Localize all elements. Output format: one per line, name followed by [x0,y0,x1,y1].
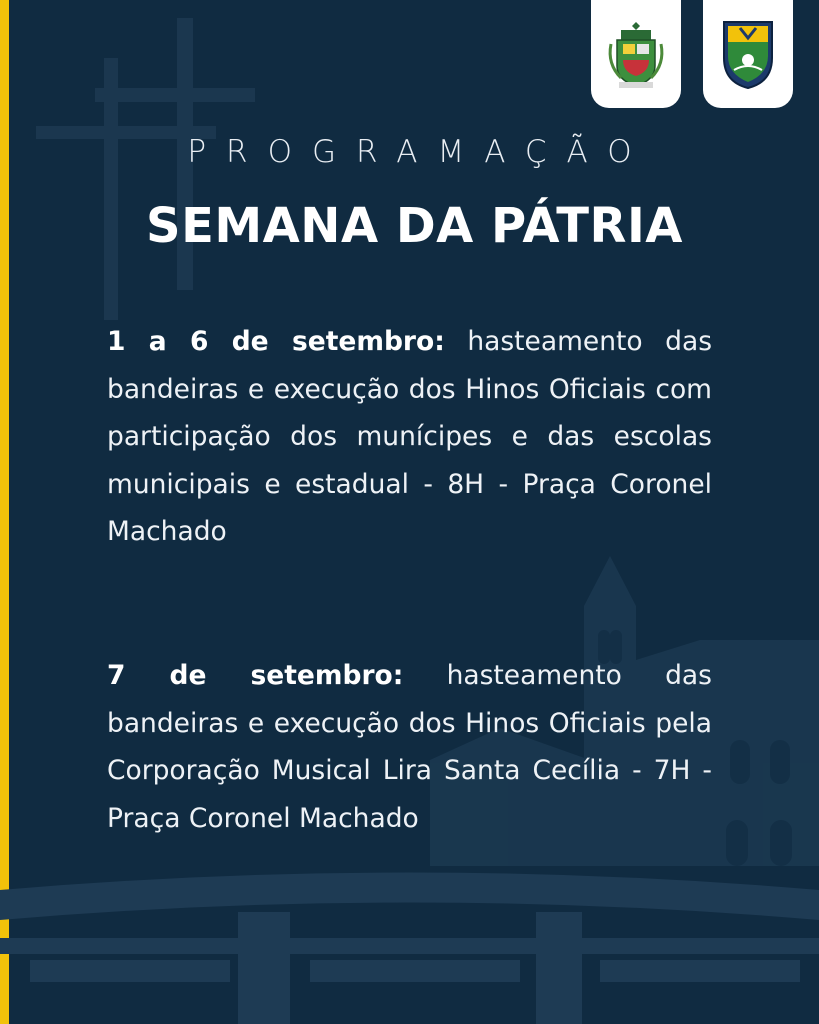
city-flag-badge [703,0,793,108]
event-date: 1 a 6 de setembro: [107,326,445,357]
event-description: hasteamento das bandeiras e execução dos Hinos Oficiais pela Corporação Musical Lira Santa Cecília - 7H - Praça Coronel Machado [107,660,712,834]
section-kicker: PROGRAMAÇÃO [187,134,652,170]
event-item [107,318,712,556]
event-item [107,652,712,842]
event-description: hasteamento das bandeiras e execução dos Hinos Oficiais com participação dos munícipes e das escolas municipais e estadual - 8H - Praça Coronel Machado [107,326,712,547]
event-date: 7 de setembro: [107,660,404,691]
city-coat-of-arms-badge [591,0,681,108]
municipal-flag-shield-icon [718,16,778,92]
municipal-coat-of-arms-icon [603,14,669,94]
bridge-silhouette [0,873,819,1024]
page-title: SEMANA DA PÁTRIA [146,198,683,254]
